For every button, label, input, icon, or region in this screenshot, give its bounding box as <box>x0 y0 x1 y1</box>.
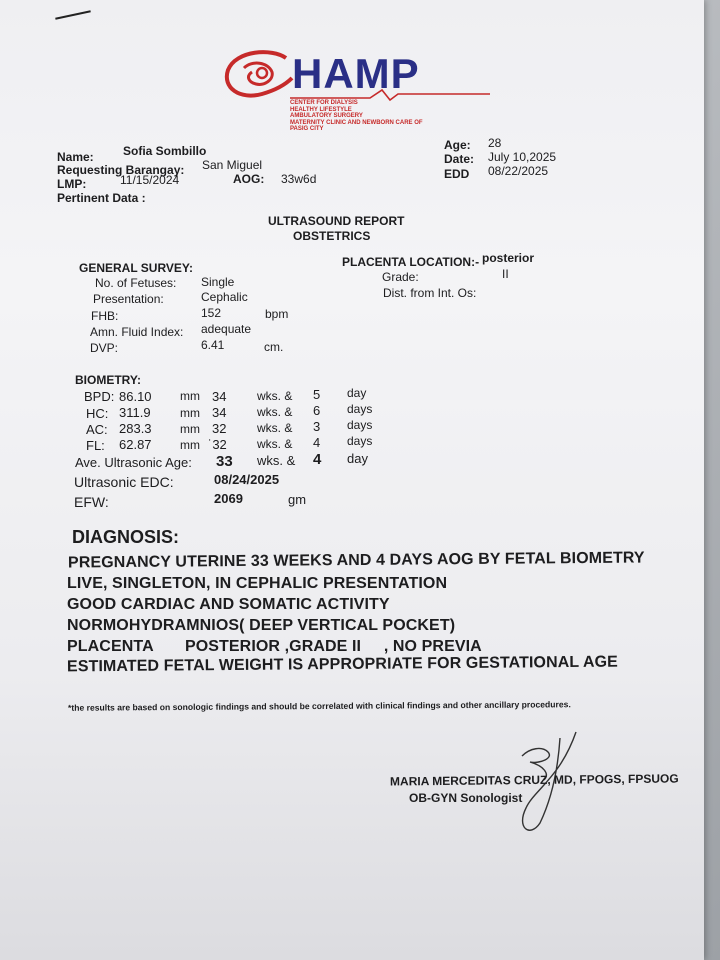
biometry-ac-value: 283.3 <box>119 421 152 436</box>
average-age-weeks: 33 <box>216 453 233 470</box>
biometry-heading: BIOMETRY: <box>75 373 141 387</box>
biometry-fl-weeks: ˙32 <box>208 437 227 452</box>
diagnosis-line: GOOD CARDIAC AND SOMATIC ACTIVITY <box>67 596 390 613</box>
biometry-ac-weeks: 32 <box>212 421 227 436</box>
aog-label: AOG: <box>233 172 265 186</box>
lmp-label: LMP: <box>57 177 87 191</box>
biometry-bpd-label: BPD: <box>84 389 115 404</box>
efw-label: EFW: <box>74 494 109 510</box>
diagnosis-line: PREGNANCY UTERINE 33 WEEKS AND 4 DAYS AOG BY FETAL BIOMETRY <box>67 549 645 572</box>
average-age-weeks-label: wks. & <box>257 453 296 468</box>
efw-value: 2069 <box>214 491 243 506</box>
edd-label: EDD <box>444 167 470 181</box>
dvp-label: DVP: <box>90 341 119 355</box>
biometry-bpd-weeks: 34 <box>212 389 227 404</box>
fetuses-label: No. of Fetuses: <box>95 276 177 290</box>
signatory-name: MARIA MERCEDITAS CRUZ, MD, FPOGS, FPSUOG <box>389 771 679 789</box>
biometry-hc-weeks: 34 <box>212 405 227 420</box>
diagnosis-line: PLACENTA POSTERIOR ,GRADE II , NO PREVIA <box>67 638 482 655</box>
pen-mark <box>55 10 91 19</box>
lmp-value: 11/15/2024 <box>120 173 180 187</box>
patient-name: Sofia Sombillo <box>123 144 207 158</box>
average-age-days-label: day <box>347 451 368 466</box>
signatory-title: OB-GYN Sonologist <box>409 791 523 805</box>
biometry-hc-days-label: days <box>347 402 373 416</box>
report-title: ULTRASOUND REPORT <box>268 214 405 228</box>
biometry-ac-label: AC: <box>86 422 108 437</box>
biometry-ac-weeks-label: wks. & <box>257 421 293 435</box>
diagnosis-line: NORMOHYDRAMNIOS( DEEP VERTICAL POCKET) <box>67 617 456 634</box>
disclaimer: *the results are based on sonologic findings and should be correlated with clinical findings and other ancillary procedures. <box>67 699 571 713</box>
biometry-ac-days: 3 <box>313 419 321 434</box>
placenta-grade-value: II <box>502 267 509 281</box>
biometry-hc-label: HC: <box>86 406 109 421</box>
clinic-service-line: MATERNITY CLINIC AND NEWBORN CARE OF <box>290 119 423 126</box>
biometry-bpd-unit: mm <box>180 389 200 403</box>
date-label: Date: <box>444 152 475 166</box>
clinic-logo-icon <box>222 48 294 108</box>
biometry-ac-unit: mm <box>180 422 200 436</box>
clinic-brand: HAMP <box>292 50 420 97</box>
diagnosis-line: ESTIMATED FETAL WEIGHT IS APPROPRIATE FOR GESTATIONAL AGE <box>66 653 618 676</box>
name-label: Name: <box>57 150 94 164</box>
clinic-service-line: PASIG CITY <box>290 126 324 132</box>
clinic-service-line: AMBULATORY SURGERY <box>290 113 363 119</box>
biometry-fl-days-label: days <box>347 434 373 448</box>
biometry-hc-days: 6 <box>313 403 321 418</box>
biometry-ac-days-label: days <box>347 418 373 432</box>
fluid-index-label: Amn. Fluid Index: <box>90 325 184 339</box>
diagnosis-line: LIVE, SINGLETON, IN CEPHALIC PRESENTATION <box>67 575 448 592</box>
biometry-fl-weeks-label: wks. & <box>257 437 293 451</box>
presentation-label: Presentation: <box>93 292 164 306</box>
distance-from-os-label: Dist. from Int. Os: <box>383 286 477 300</box>
diagnosis-heading: DIAGNOSIS: <box>72 527 180 547</box>
biometry-hc-weeks-label: wks. & <box>257 405 293 419</box>
aog-value: 33w6d <box>281 172 317 186</box>
pertinent-data-label: Pertinent Data : <box>57 191 146 205</box>
biometry-bpd-weeks-label: wks. & <box>257 389 293 403</box>
fhb-value: 152 <box>201 306 222 320</box>
placenta-location-heading: PLACENTA LOCATION:- <box>342 255 480 269</box>
clinic-services <box>290 100 423 133</box>
report-subtitle: OBSTETRICS <box>293 229 371 243</box>
fetuses-value: Single <box>201 275 235 289</box>
presentation-value: Cephalic <box>201 290 248 304</box>
biometry-bpd-days-label: day <box>347 386 367 400</box>
ultrasonic-edc-label: Ultrasonic EDC: <box>74 474 174 490</box>
biometry-hc-unit: mm <box>180 406 200 420</box>
biometry-fl-unit: mm <box>180 438 200 452</box>
biometry-fl-value: 62.87 <box>119 437 152 452</box>
age-label: Age: <box>444 138 471 152</box>
biometry-bpd-value: 86.10 <box>119 389 152 404</box>
clinic-service-line: HEALTHY LIFESTYLE <box>290 106 352 113</box>
fhb-unit: bpm <box>265 307 289 321</box>
average-age-label: Ave. Ultrasonic Age: <box>75 455 192 470</box>
fluid-index-value: adequate <box>201 322 252 336</box>
biometry-fl-days: 4 <box>313 435 321 450</box>
dvp-unit: cm. <box>264 340 284 354</box>
edd-value: 08/22/2025 <box>488 164 549 178</box>
fhb-label: FHB: <box>91 309 119 323</box>
barangay-label: Requesting Barangay: <box>57 163 185 177</box>
date-value: July 10,2025 <box>488 150 557 164</box>
biometry-bpd-days: 5 <box>313 387 321 402</box>
age-value: 28 <box>488 136 502 150</box>
biometry-fl-label: FL: <box>86 438 105 453</box>
clinic-service-line: CENTER FOR DIALYSIS <box>290 100 358 106</box>
placenta-grade-label: Grade: <box>382 270 419 284</box>
barangay-value: San Miguel <box>202 158 263 172</box>
general-survey-heading: GENERAL SURVEY: <box>79 261 194 275</box>
ultrasonic-edc-value: 08/24/2025 <box>214 472 280 487</box>
placenta-location-value: posterior <box>482 251 535 265</box>
average-age-days: 4 <box>313 451 322 468</box>
biometry-hc-value: 311.9 <box>119 405 151 420</box>
dvp-value: 6.41 <box>201 338 225 352</box>
efw-unit: gm <box>288 492 307 507</box>
